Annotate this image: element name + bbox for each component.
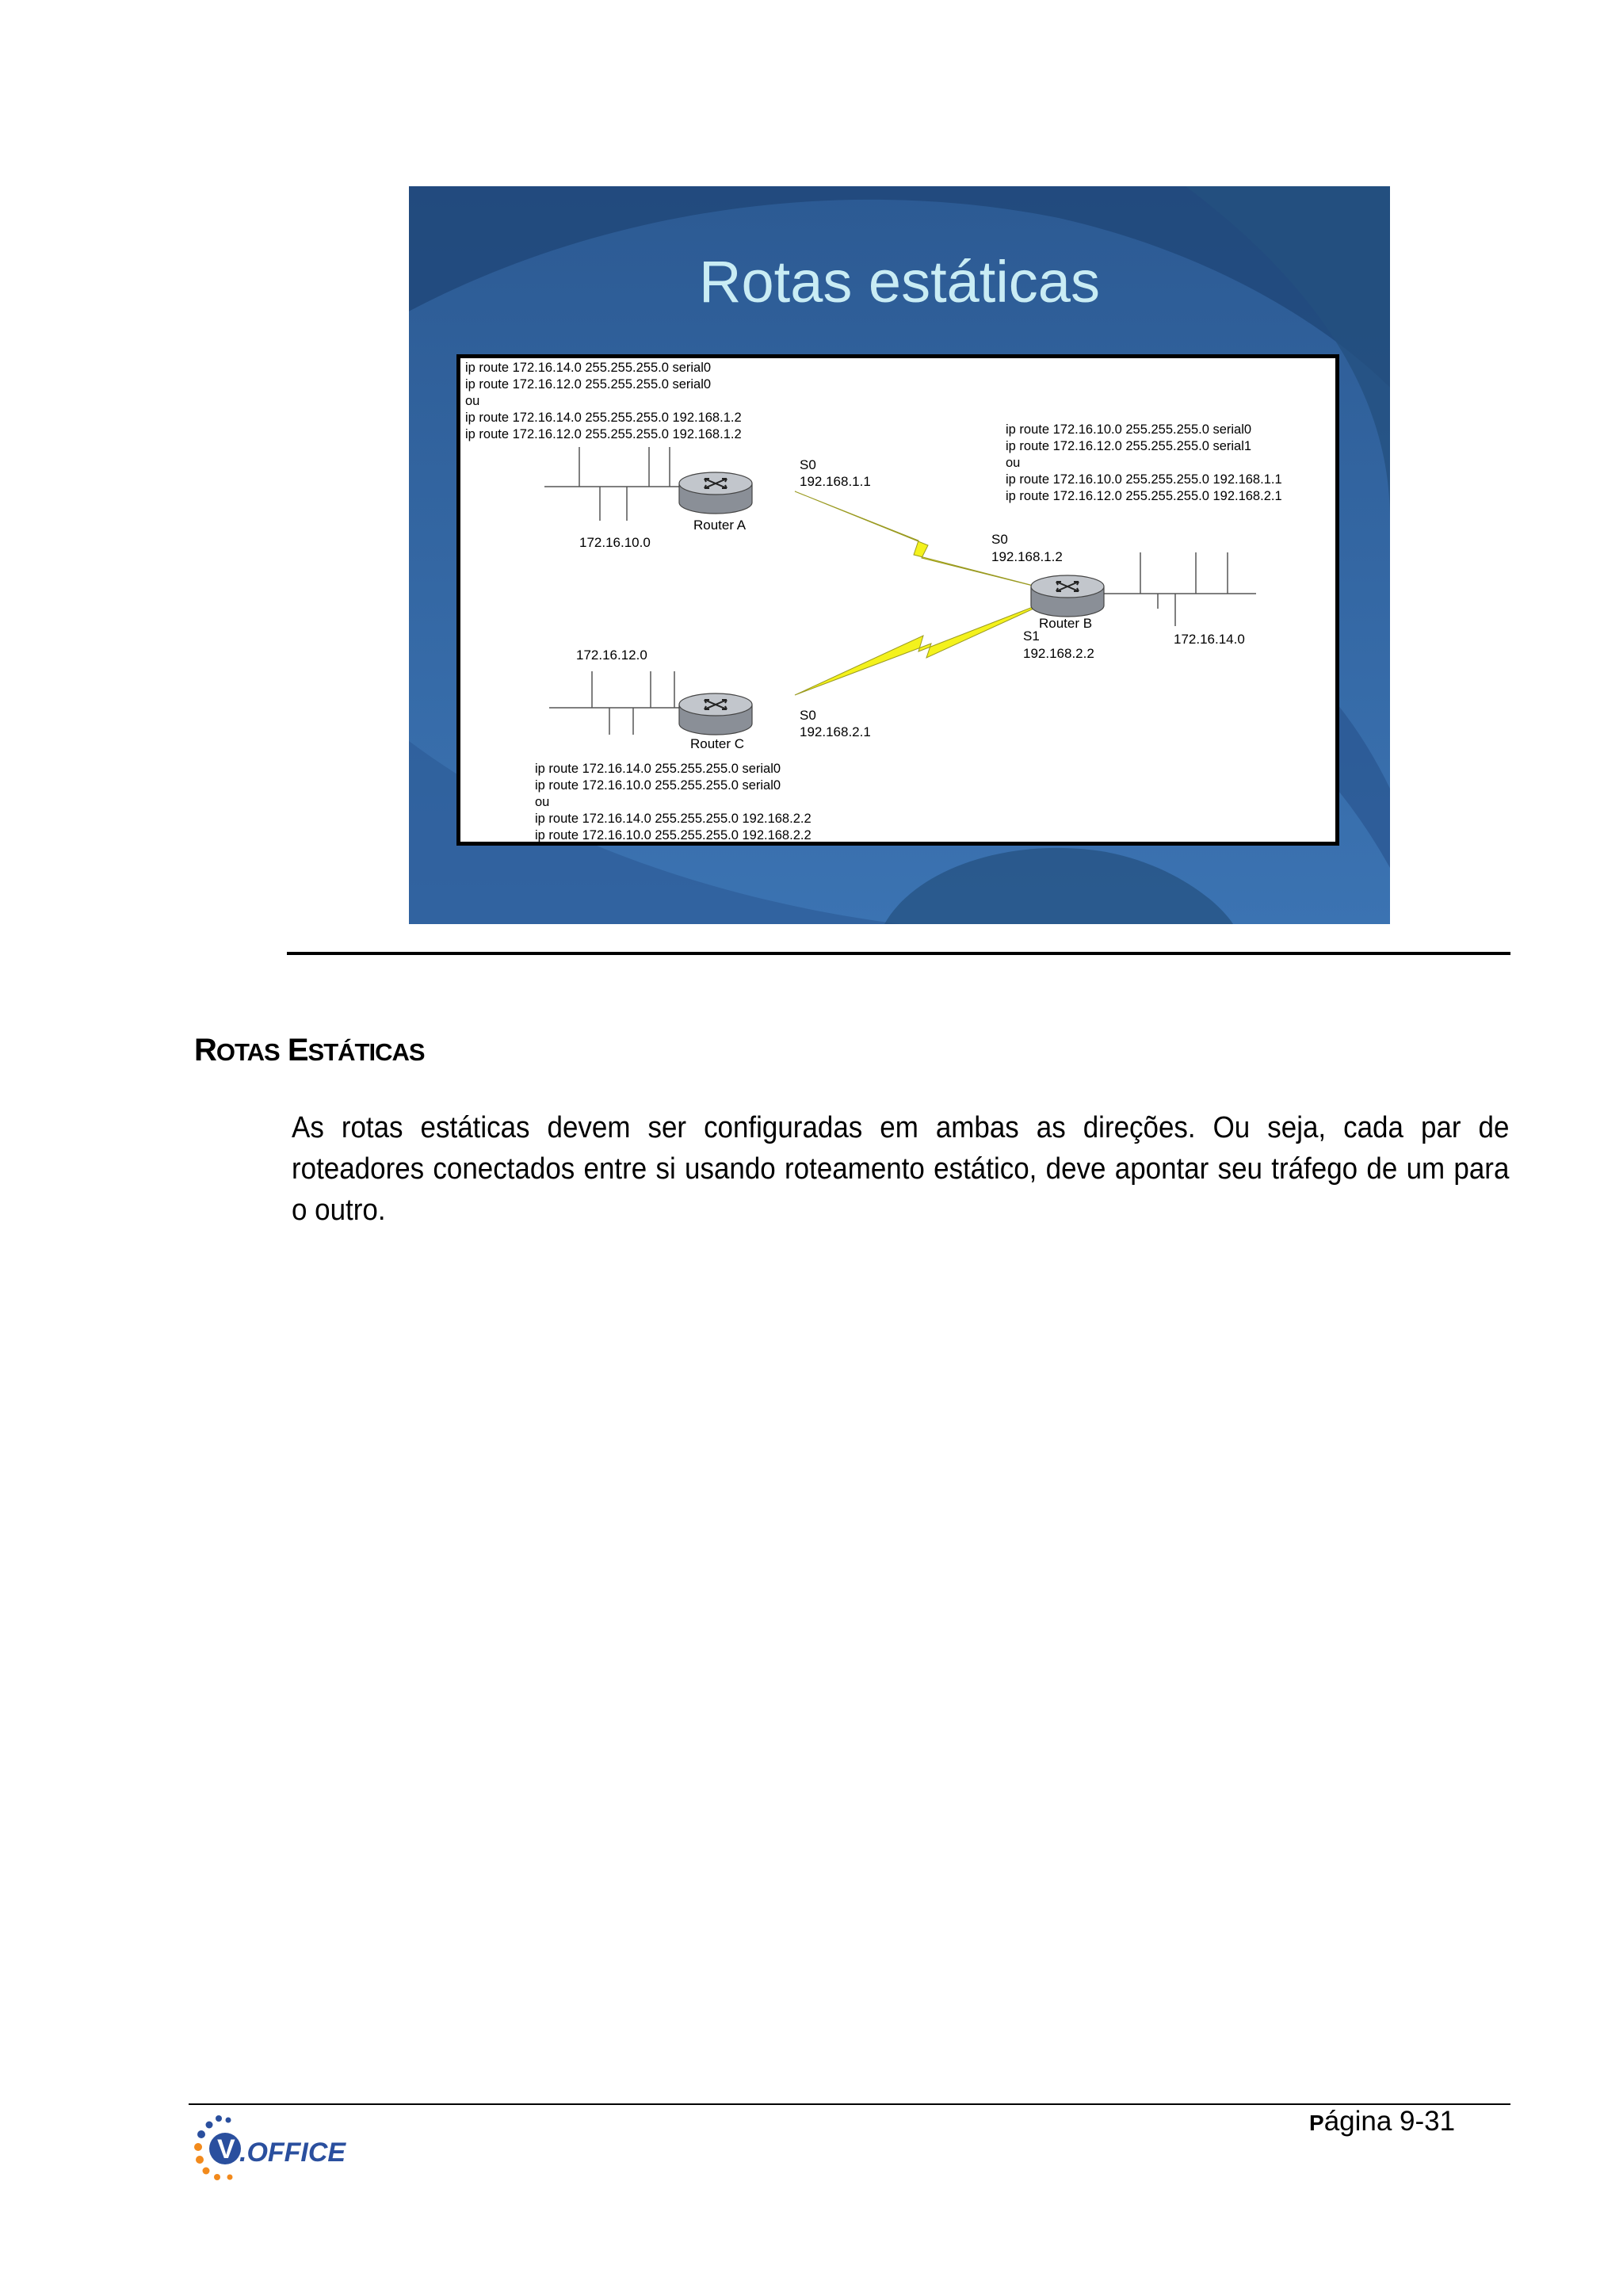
serial-link-c-b — [795, 596, 1061, 695]
command-line: ip route 172.16.12.0 255.255.255.0 serial1 — [1006, 439, 1252, 453]
router-a-ip: 192.168.1.1 — [800, 474, 871, 489]
router-b-label: Router B — [1039, 616, 1093, 631]
heading-rest: STÁTICAS — [307, 1038, 425, 1066]
section-divider — [287, 952, 1510, 955]
section-heading — [194, 1033, 425, 1068]
command-line: ou — [1006, 456, 1021, 470]
router-a-commands — [465, 360, 742, 443]
logo-mark-icon — [190, 2112, 357, 2183]
router-b-icon — [1031, 575, 1104, 617]
page-prefix: P — [1309, 2111, 1324, 2135]
serial-link-a-b — [795, 491, 1061, 593]
router-a-label: Router A — [693, 518, 747, 533]
command-line: ip route 172.16.10.0 255.255.255.0 serial0 — [535, 778, 781, 793]
command-line: ou — [535, 795, 550, 809]
command-line: ou — [465, 394, 480, 408]
svg-text:V: V — [217, 2134, 235, 2164]
router-b-s0-interface: S0 — [991, 532, 1008, 547]
lan-segment-b — [1104, 552, 1256, 626]
voffice-logo — [190, 2112, 357, 2187]
body-paragraph: As rotas estáticas devem ser configuradas em ambas as direções. Ou seja, cada par de roteadores conectados entre si usando roteamento estático, deve apontar seu tráfego de um para o outro. — [292, 1111, 1510, 1227]
command-line: ip route 172.16.14.0 255.255.255.0 serial0 — [465, 361, 712, 375]
heading-rest: OTAS — [216, 1038, 280, 1066]
network-b-label: 172.16.14.0 — [1174, 632, 1245, 647]
command-line: ip route 172.16.10.0 255.255.255.0 192.168.1.1 — [1006, 472, 1282, 487]
network-a-label: 172.16.10.0 — [579, 535, 651, 550]
slide-image — [409, 186, 1390, 924]
command-line: ip route 172.16.14.0 255.255.255.0 192.168.1.2 — [465, 411, 742, 425]
command-line: ip route 172.16.14.0 255.255.255.0 serial0 — [535, 762, 781, 776]
slide-title: Rotas estáticas — [699, 249, 1100, 315]
command-line: ip route 172.16.10.0 255.255.255.0 192.168.2.2 — [535, 828, 812, 842]
router-c-label: Router C — [690, 736, 745, 751]
router-c-icon — [679, 693, 752, 735]
command-line: ip route 172.16.12.0 255.255.255.0 192.168.2.1 — [1006, 489, 1282, 503]
router-b-s1-interface: S1 — [1023, 628, 1040, 644]
router-c-interface: S0 — [800, 708, 816, 723]
svg-text:.OFFICE: .OFFICE — [239, 2137, 346, 2168]
router-b-s0-ip: 192.168.1.2 — [991, 549, 1063, 564]
command-line: ip route 172.16.10.0 255.255.255.0 serial0 — [1006, 422, 1252, 437]
heading-cap: E — [287, 1033, 308, 1068]
router-b-commands — [1006, 422, 1282, 505]
router-c-commands — [535, 761, 812, 844]
command-line: ip route 172.16.12.0 255.255.255.0 serial0 — [465, 377, 712, 392]
network-diagram — [456, 354, 1339, 846]
command-line: ip route 172.16.12.0 255.255.255.0 192.168.1.2 — [465, 427, 742, 441]
router-a-interface: S0 — [800, 457, 816, 472]
footer-rule — [189, 2103, 1510, 2105]
router-b-s1-ip: 192.168.2.2 — [1023, 646, 1094, 661]
page-label: ágina 9-31 — [1323, 2106, 1456, 2137]
heading-cap: R — [194, 1033, 216, 1068]
network-c-label: 172.16.12.0 — [576, 648, 647, 663]
command-line: ip route 172.16.14.0 255.255.255.0 192.168.2.2 — [535, 812, 812, 826]
router-a-icon — [679, 472, 752, 514]
router-c-ip: 192.168.2.1 — [800, 724, 871, 739]
page-number — [1309, 2106, 1455, 2137]
